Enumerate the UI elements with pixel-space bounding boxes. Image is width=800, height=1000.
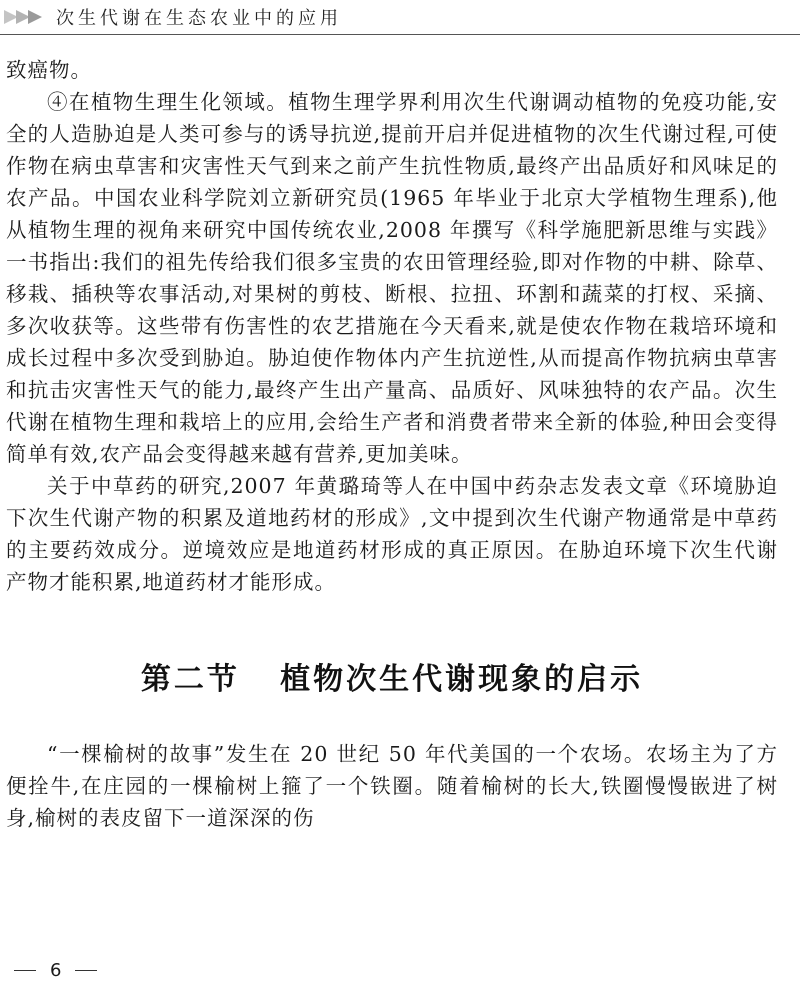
running-header [0, 0, 800, 35]
running-title: 次生代谢在生态农业中的应用 [56, 8, 342, 29]
footer-dash-right [75, 970, 97, 972]
page-footer [14, 960, 97, 981]
page-number: 6 [50, 960, 62, 981]
body-paragraph: “一棵榆树的故事”发生在 20 世纪 50 年代美国的一个农场。农场主为了方便拴牛,在庄园的一棵榆树上箍了一个铁圈。随着榆树的长大,铁圈慢慢嵌进了树身,榆树的表皮留下一道深深的伤 [6, 742, 778, 830]
section-title: 第二节 植物次生代谢现象的启示 [140, 662, 644, 697]
page-content [6, 54, 778, 834]
body-paragraph: 致癌物。 [6, 58, 92, 82]
footer-dash-left [14, 970, 36, 972]
body-paragraph: 关于中草药的研究,2007 年黄璐琦等人在中国中药杂志发表文章《环境胁迫下次生代谢产物的积累及道地药材的形成》,文中提到次生代谢产物通常是中草药的主要药效成分。逆境效应是地道药材形成的真正原因。在胁迫环境下次生代谢产物才能积累,地道药材才能形成。 [6, 474, 778, 594]
body-paragraph: ④在植物生理生化领域。植物生理学界利用次生代谢调动植物的免疫功能,安全的人造胁迫是人类可参与的诱导抗逆,提前开启并促进植物的次生代谢过程,可使作物在病虫草害和灾害性天气到来之前产生抗性物质,最终产出品质好和风味足的农产品。中国农业科学院刘立新研究员(1965 年毕业于北京大学植物生理系),他从植物生理的视角来研究中国传统农业,2008 年撰写《科学施肥新思维与实践》一书指出:我们的祖先传给我们很多宝贵的农田管理经验,即对作物的中耕、除草、移栽、插秧等农事活动,对果树的剪枝、断根、拉扭、环割和蔬菜的打杈、采摘、多次收获等。这些带有伤害性的农艺措施在今天看来,就是使农作物在栽培环境和成长过程中多次受到胁迫。胁迫使作物体内产生抗逆性,从而提高作物抗病虫草害和抗击灾害性天气的能力,最终产生出产量高、品质好、风味独特的农产品。次生代谢在植物生理和栽培上的应用,会给生产者和消费者带来全新的体验,种田会变得简单有效,农产品会变得越来越有营养,更加美味。 [6, 90, 778, 466]
header-arrow-icon [4, 8, 56, 26]
